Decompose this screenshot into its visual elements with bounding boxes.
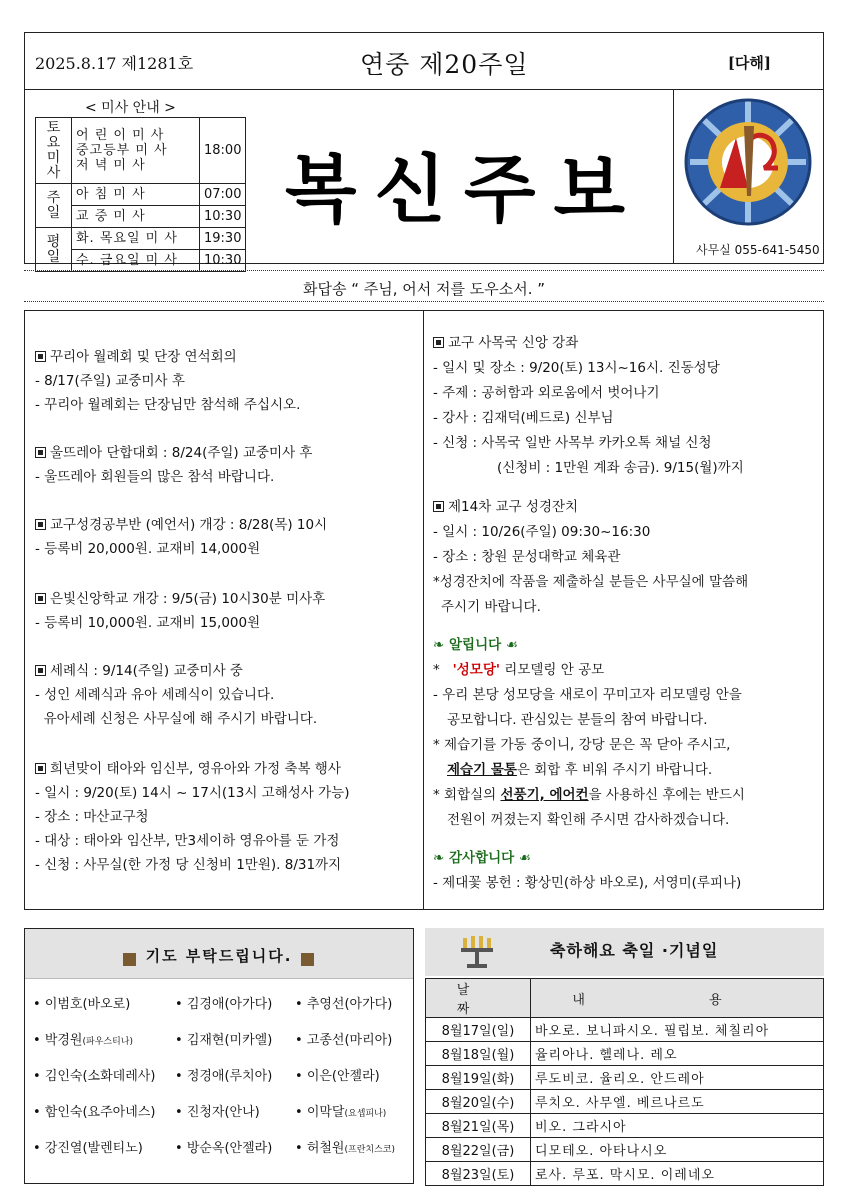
prayer-name: • 박경원(파우스티나) bbox=[33, 1033, 133, 1048]
bullet-icon: • bbox=[295, 1105, 307, 1120]
divider-dotted bbox=[24, 270, 824, 271]
feast-row bbox=[426, 1042, 824, 1066]
bullet-icon: • bbox=[33, 1105, 45, 1120]
logo-area bbox=[673, 90, 824, 264]
mass-name: 교 중 미 사 bbox=[72, 206, 200, 228]
prayer-name: • 허철원(프란치스코) bbox=[295, 1141, 395, 1156]
notice-line: - 대상 : 태아와 임산부, 만3세이하 영유아를 둔 가정 bbox=[35, 833, 340, 849]
parish-logo-icon bbox=[680, 96, 818, 236]
notice-line: - 장소 : 창원 문성대학교 체육관 bbox=[433, 549, 621, 565]
bullet-icon: • bbox=[295, 997, 307, 1012]
prayer-name: • 김경애(아가다) bbox=[175, 997, 273, 1012]
mass-group-label: 토요 미사 bbox=[36, 118, 72, 184]
notice-heading: 은빛신앙학교 개강 : 9/5(금) 10시30분 미사후 bbox=[35, 587, 325, 607]
notice-line: 제습기 물통은 회합 후 비워 주시기 바랍니다. bbox=[447, 762, 713, 778]
bulletin-masthead: 복신주보 bbox=[285, 147, 643, 233]
notice-heading: 희년맞이 태아와 임신부, 영유아와 가정 축복 행사 bbox=[35, 757, 341, 777]
mass-group-label: 주일 bbox=[36, 184, 72, 228]
square-ornament-icon bbox=[301, 953, 314, 966]
notice-heading: 꾸리아 월례회 및 단장 연석회의 bbox=[35, 345, 237, 365]
mass-name: 아 침 미 사 bbox=[72, 184, 200, 206]
square-bullet-icon bbox=[35, 763, 46, 774]
mass-schedule-title: < 미사 안내 > bbox=[85, 100, 176, 116]
feast-names: 바오로. 보니파시오. 필립보. 체칠리아 bbox=[531, 1018, 824, 1042]
responsorial-psalm: 화답송 “ 주님, 어서 저를 도우소서. ” bbox=[302, 280, 546, 298]
notice-line: (신청비 : 1만원 계좌 송금). 9/15(월)까지 bbox=[497, 460, 744, 476]
square-bullet-icon bbox=[35, 665, 46, 676]
bullet-icon: • bbox=[295, 1033, 307, 1048]
feast-names: 율리아나. 헬레나. 레오 bbox=[531, 1042, 824, 1066]
feast-date: 8월18일(월) bbox=[426, 1042, 531, 1066]
notice-line: - 8/17(주일) 교중미사 후 bbox=[35, 373, 185, 389]
bullet-icon: • bbox=[33, 1033, 45, 1048]
feast-col-content: 내 용 bbox=[531, 979, 824, 1018]
feast-row bbox=[426, 1018, 824, 1042]
mass-time: 19:30 bbox=[200, 228, 246, 250]
notice-heading: 울뜨레아 단합대회 : 8/24(주일) 교중미사 후 bbox=[35, 441, 312, 461]
notice-column-divider bbox=[423, 311, 424, 909]
notice-box bbox=[24, 310, 824, 910]
prayer-name: • 김인숙(소화데레사) bbox=[33, 1069, 156, 1084]
bullet-icon: • bbox=[295, 1069, 307, 1084]
bullet-icon: • bbox=[295, 1141, 307, 1156]
candle-icon bbox=[457, 934, 497, 970]
notice-line: - 신청 : 사무실(한 가정 당 신청비 1만원). 8/31까지 bbox=[35, 857, 342, 873]
notice-line: 유아세례 신청은 사무실에 해 주시기 바랍니다. bbox=[35, 711, 318, 727]
feast-row bbox=[426, 1066, 824, 1090]
square-bullet-icon bbox=[35, 519, 46, 530]
issue-number: 2025.8.17 제1281호 bbox=[35, 54, 194, 73]
mass-group-label: 평일 bbox=[36, 228, 72, 272]
prayer-name: • 고종선(마리아) bbox=[295, 1033, 393, 1048]
bullet-icon: • bbox=[175, 1069, 187, 1084]
feast-names: 루도비코. 율리오. 안드레아 bbox=[531, 1066, 824, 1090]
bullet-icon: • bbox=[33, 1141, 45, 1156]
feast-row bbox=[426, 1138, 824, 1162]
notice-heading: 제14차 교구 성경잔치 bbox=[433, 495, 578, 515]
feast-names: 로사. 루포. 막시모. 이레네오 bbox=[531, 1162, 824, 1186]
notice-line: - 성인 세례식과 유아 세례식이 있습니다. bbox=[35, 687, 275, 703]
divider-dotted bbox=[24, 301, 824, 302]
feast-names: 디모테오. 아타나시오 bbox=[531, 1138, 824, 1162]
flourish-icon: ☙ bbox=[501, 637, 518, 653]
notice-line: - 일시 : 10/26(주일) 09:30~16:30 bbox=[433, 524, 651, 540]
liturgical-cycle: [다해] bbox=[727, 54, 771, 72]
mass-time: 07:00 bbox=[200, 184, 246, 206]
mass-time: 18:00 bbox=[200, 118, 246, 184]
feast-date: 8월21일(목) bbox=[426, 1114, 531, 1138]
notice-line: 전원이 꺼졌는지 확인해 주시면 감사하겠습니다. bbox=[447, 812, 730, 828]
notice-line: - 강사 : 김재덕(베드로) 신부님 bbox=[433, 410, 614, 426]
prayer-name: • 방순옥(안젤라) bbox=[175, 1141, 273, 1156]
bullet-icon: • bbox=[33, 997, 45, 1012]
prayer-name: • 함인숙(요주아네스) bbox=[33, 1105, 156, 1120]
mass-time: 10:30 bbox=[200, 206, 246, 228]
flourish-icon: ☙ bbox=[514, 850, 532, 866]
notice-heading: 교구 사목국 신앙 강좌 bbox=[433, 331, 578, 351]
notice-line: 주시기 바랍니다. bbox=[441, 599, 541, 615]
prayer-title: 기도 부탁드립니다. bbox=[145, 947, 293, 965]
notice-line: - 꾸리아 월례회는 단장님만 참석해 주십시오. bbox=[35, 397, 301, 413]
prayer-request-box bbox=[24, 928, 414, 1184]
thanks-heading: ❧ 감사합니다 ☙ bbox=[433, 850, 532, 866]
notice-line: - 우리 본당 성모당을 새로이 꾸미고자 리모델링 안을 bbox=[433, 687, 742, 703]
mass-time: 10:30 bbox=[200, 250, 246, 272]
prayer-name: • 이범호(바오로) bbox=[33, 997, 131, 1012]
notice-line: - 일시 및 장소 : 9/20(토) 13시~16시. 진동성당 bbox=[433, 360, 720, 376]
feast-title: 축하해요 축일 ·기념일 bbox=[550, 941, 719, 960]
notice-line: - 제대꽃 봉헌 : 황상민(하상 바오로), 서영미(루피나) bbox=[433, 875, 742, 891]
square-bullet-icon bbox=[35, 593, 46, 604]
prayer-name: • 김재현(미카엘) bbox=[175, 1033, 273, 1048]
notice-line: * '성모당' 리모델링 안 공모 bbox=[433, 662, 605, 678]
notice-line: * 회합실의 선풍기, 에어컨을 사용하신 후에는 반드시 bbox=[433, 787, 745, 803]
feast-date: 8월22일(금) bbox=[426, 1138, 531, 1162]
notice-heading: 교구성경공부반 (예언서) 개강 : 8/28(목) 10시 bbox=[35, 513, 327, 533]
prayer-name: • 이은(안젤라) bbox=[295, 1069, 380, 1084]
feast-col-date: 날 짜 bbox=[426, 979, 531, 1018]
prayer-header bbox=[25, 929, 413, 979]
feast-row bbox=[426, 1114, 824, 1138]
feast-date: 8월23일(토) bbox=[426, 1162, 531, 1186]
square-bullet-icon bbox=[433, 501, 444, 512]
notice-line: - 일시 : 9/20(토) 14시 ~ 17시(13시 고해성사 가능) bbox=[35, 785, 350, 801]
prayer-name: • 강진열(발렌티노) bbox=[33, 1141, 143, 1156]
notice-line: *성경잔치에 작품을 제출하실 분들은 사무실에 말씀해 bbox=[433, 574, 749, 590]
mass-name: 화. 목요일 미 사 bbox=[72, 228, 200, 250]
feast-names: 루치오. 사무엘. 베르나르도 bbox=[531, 1090, 824, 1114]
announce-heading: ❧ 알립니다 ☙ bbox=[433, 637, 518, 653]
feast-date: 8월17일(일) bbox=[426, 1018, 531, 1042]
notice-line: * 제습기를 가동 중이니, 강당 문은 꼭 닫아 주시고, bbox=[433, 737, 731, 753]
bullet-icon: • bbox=[175, 1105, 187, 1120]
office-phone: 사무실 055-641-5450 bbox=[696, 243, 820, 257]
square-bullet-icon bbox=[433, 337, 444, 348]
mass-schedule-table bbox=[35, 117, 246, 272]
feast-names: 비오. 그라시아 bbox=[531, 1114, 824, 1138]
notice-heading: 세례식 : 9/14(주일) 교중미사 중 bbox=[35, 659, 243, 679]
square-bullet-icon bbox=[35, 447, 46, 458]
feast-row bbox=[426, 1090, 824, 1114]
bullet-icon: • bbox=[175, 997, 187, 1012]
flourish-icon: ❧ bbox=[433, 637, 450, 653]
notice-line: 공모합니다. 관심있는 분들의 참여 바랍니다. bbox=[447, 712, 708, 728]
feast-date: 8월19일(화) bbox=[426, 1066, 531, 1090]
feast-row bbox=[426, 1162, 824, 1186]
flourish-icon: ❧ bbox=[433, 850, 450, 866]
bullet-icon: • bbox=[33, 1069, 45, 1084]
header-box bbox=[24, 32, 824, 268]
prayer-name: • 이막달(요셉피나) bbox=[295, 1105, 387, 1120]
notice-line: - 주제 : 공허함과 외로움에서 벗어나기 bbox=[433, 385, 660, 401]
feast-header bbox=[425, 928, 824, 976]
notice-line: - 신청 : 사목국 일반 사목부 카카오톡 채널 신청 bbox=[433, 435, 712, 451]
bullet-icon: • bbox=[175, 1033, 187, 1048]
notice-line: - 등록비 20,000원. 교재비 14,000원 bbox=[35, 541, 261, 557]
prayer-name: • 정경애(루치아) bbox=[175, 1069, 273, 1084]
notice-line: - 장소 : 마산교구청 bbox=[35, 809, 149, 825]
feast-table bbox=[425, 978, 824, 1186]
notice-line: - 등록비 10,000원. 교재비 15,000원 bbox=[35, 615, 261, 631]
feast-date: 8월20일(수) bbox=[426, 1090, 531, 1114]
sunday-title: 연중 제20주일 bbox=[360, 50, 529, 79]
notice-line: - 울뜨레아 회원들의 많은 참석 바랍니다. bbox=[35, 469, 275, 485]
square-bullet-icon bbox=[35, 351, 46, 362]
bullet-icon: • bbox=[175, 1141, 187, 1156]
mass-name: 어 린 이 미 사 중고등부 미 사 저 녁 미 사 bbox=[72, 118, 200, 184]
prayer-name: • 진청자(안나) bbox=[175, 1105, 260, 1120]
mass-name: 수. 금요일 미 사 bbox=[72, 250, 200, 272]
header-top-row bbox=[25, 33, 823, 90]
prayer-name: • 추영선(아가다) bbox=[295, 997, 393, 1012]
